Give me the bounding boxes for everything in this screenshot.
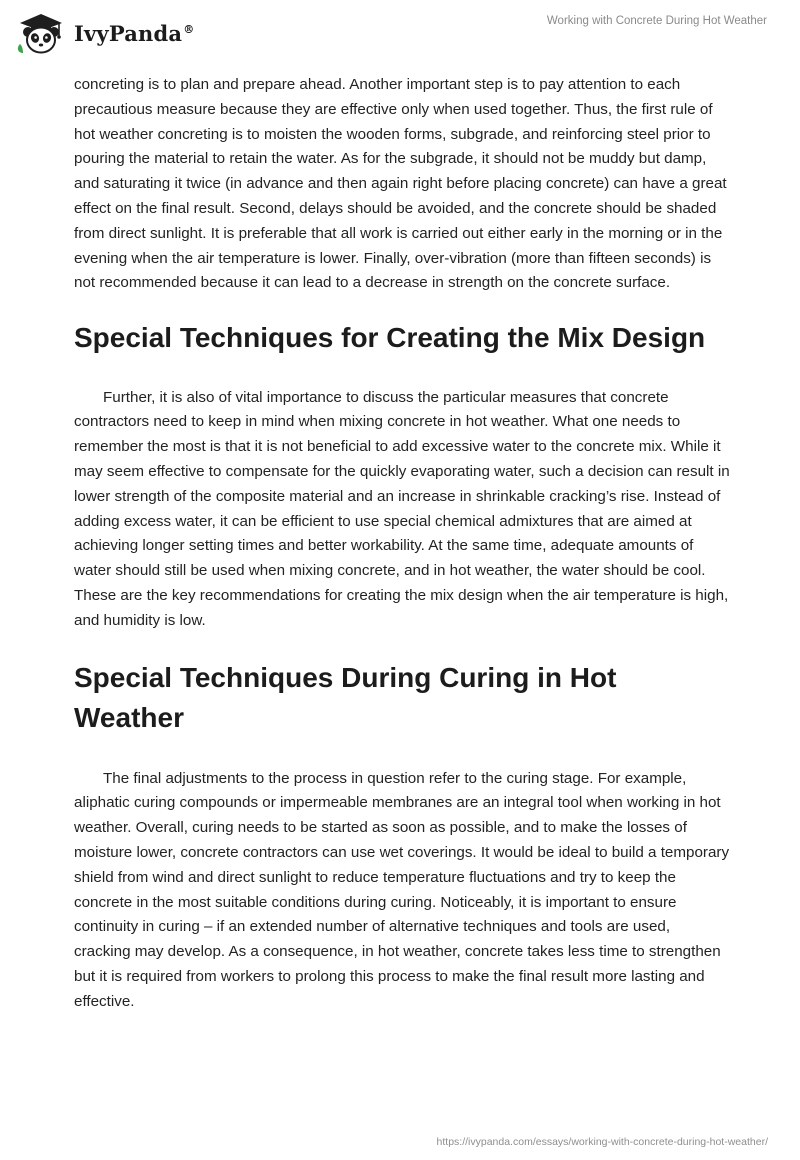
panda-graduation-cap-icon (14, 10, 68, 56)
section-heading-mix-design: Special Techniques for Creating the Mix Design (74, 322, 706, 354)
registered-mark: ® (183, 22, 195, 36)
source-url-link[interactable]: https://ivypanda.com/essays/working-with-concrete-during-hot-weather/ (436, 1136, 768, 1148)
ivypanda-logo[interactable] (14, 10, 194, 56)
section-heading-curing: Special Techniques During Curing in Hot Weather (74, 661, 617, 734)
paragraph-curing: The final adjustments to the process in question refer to the curing stage. For example, aliphatic curing compounds or impermeable membranes are an integral tool when working in hot weather. Overall, curing needs to be started as soon as possible, and to make the losses of moisture lower, concrete contractors can use wet coverings. It would be ideal to build a temporary shield from wind and direct sunlight to reduce temperature fluctuations and try to keep the concrete in the most suitable conditions during curing. Noticeably, it is important to ensure continuity in curing – if an extended number of alternative techniques and tools are used, cracking may develop. As a consequence, in hot weather, concrete takes less time to strengthen but it is required from workers to prolong this process to make the final result more lasting and effective. (74, 769, 734, 1010)
document-running-title: Working with Concrete During Hot Weather (546, 15, 767, 27)
essay-body (74, 73, 734, 1015)
page-header (0, 0, 800, 64)
logo-wordmark: IvyPanda® (74, 20, 195, 46)
paragraph-continued: concreting is to plan and prepare ahead. Another important step is to pay attention to each precautious measure because they are effective only when used together. Thus, the first rule of hot weather concreting is to moisten the wooden forms, subgrade, and reinforcing steel prior to pouring the material to retain the water. As for the subgrade, it should not be muddy but damp, and saturating it twice (in advance and then again right before placing concrete) can have a great effect on the final result. Second, delays should be avoided, and the concrete should be shaded from direct sunlight. It is preferable that all work is carried out either early in the morning or in the evening when the air temperature is lower. Finally, over-vibration (more than fifteen seconds) is not recommended because it can lead to a decrease in strength on the concrete surface. (74, 76, 731, 292)
paragraph-mix-design: Further, it is also of vital importance to discuss the particular measures that concrete contractors need to keep in mind when mixing concrete in hot weather. What one needs to remember the most is that it is not beneficial to add excessive water to the concrete mix. While it may seem effective to compensate for the quickly evaporating water, such a decision can result in lower strength of the composite material and an increase in shrinkable cracking’s rise. Instead of adding excess water, it can be efficient to use special chemical admixtures that are aimed at achieving longer setting times and better workability. At the same time, adequate amounts of water should still be used when mixing concrete, and in hot weather, the water should be cool. These are the key recommendations for creating the mix design when the air temperature is high, and humidity is low. (74, 388, 734, 629)
